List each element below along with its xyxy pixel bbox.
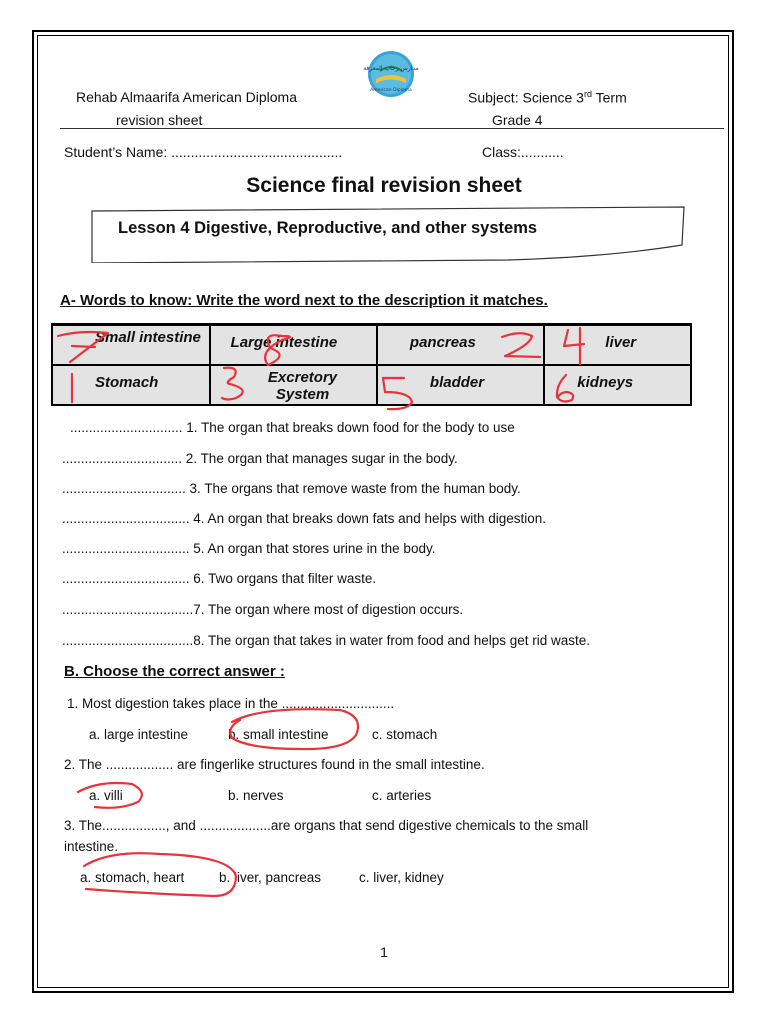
- option-b3-a: a. stomach, heart: [80, 870, 185, 885]
- word-kidneys: kidneys: [577, 374, 634, 391]
- word-cell: [52, 325, 210, 366]
- question-a2: ................................ 2. The organ that manages sugar in the body.: [62, 451, 458, 466]
- logo-arabic-text: مدارس رحاب المعرفة: [363, 65, 419, 72]
- word-pancreas: pancreas: [409, 334, 476, 351]
- section-a-letter: A-: [60, 292, 76, 309]
- student-name-field: Student’s Name: ............................................: [64, 144, 343, 160]
- question-b1: 1. Most digestion takes place in the ..............................: [67, 696, 395, 711]
- page-title: Science final revision sheet: [246, 174, 522, 197]
- question-a1: .............................. 1. The organ that breaks down food for the body to use: [70, 420, 515, 435]
- word-bladder: bladder: [429, 374, 485, 391]
- word-large-intestine: Large intestine: [230, 334, 338, 351]
- lesson-title: Lesson 4 Digestive, Reproductive, and other systems: [118, 219, 538, 237]
- school-logo: [358, 49, 424, 99]
- logo-sub-text: American Diploma: [370, 88, 412, 93]
- section-a-instruction: Words to know: Write the word next to the description it matches.: [75, 292, 548, 309]
- sheet-subtitle: revision sheet: [116, 112, 203, 128]
- question-a6: .................................. 6. Two organs that filter waste.: [62, 571, 377, 586]
- word-cell: [377, 365, 544, 405]
- word-cell: [210, 325, 377, 366]
- words-table: [51, 323, 692, 406]
- page-number: 1: [380, 944, 388, 960]
- word-cell: [544, 365, 691, 405]
- word-cell: [210, 365, 377, 405]
- word-liver: liver: [605, 334, 637, 351]
- question-b3-line1: 3. The................., and ...................are organs that send digestive chemicals to the small: [64, 818, 589, 833]
- option-b2-a: a. villi: [89, 788, 123, 803]
- section-b-heading: B. Choose the correct answer :: [64, 663, 285, 680]
- question-a7: ...................................7. The organ where most of digestion occurs.: [62, 602, 464, 617]
- option-b2-c: c. arteries: [372, 788, 432, 803]
- question-b2: 2. The .................. are fingerlike structures found in the small intestine.: [64, 757, 485, 772]
- option-b2-b: b. nerves: [228, 788, 284, 803]
- question-a4: .................................. 4. An organ that breaks down fats and helps with digestion.: [62, 511, 547, 526]
- word-stomach: Stomach: [95, 374, 159, 391]
- option-b1-b: b. small intestine: [228, 727, 329, 742]
- word-cell: [377, 325, 544, 366]
- class-field: Class:...........: [482, 144, 564, 160]
- grade-label: Grade 4: [492, 112, 543, 128]
- words-row: [52, 325, 691, 366]
- option-b3-c: c. liver, kidney: [359, 870, 444, 885]
- question-b3-line2: intestine.: [64, 839, 119, 854]
- word-cell: [52, 365, 210, 405]
- option-b3-b: b. liver, pancreas: [219, 870, 322, 885]
- question-a3: ................................. 3. The organs that remove waste from the human body.: [62, 481, 521, 496]
- section-a-heading: [60, 292, 548, 309]
- word-excretory-system: Excretory System: [267, 369, 338, 403]
- header-divider: [60, 128, 724, 129]
- school-name: Rehab Almaarifa American Diploma: [76, 89, 297, 105]
- option-b1-a: a. large intestine: [89, 727, 189, 742]
- subject-label: Subject: Science 3rd Term: [468, 89, 627, 106]
- word-cell: [544, 325, 691, 366]
- word-small-intestine: Small intestine: [95, 329, 201, 346]
- question-a8: ...................................8. The organ that takes in water from food and helps get rid waste.: [62, 633, 591, 648]
- words-row: [52, 365, 691, 405]
- option-b1-c: c. stomach: [372, 727, 438, 742]
- question-a5: .................................. 5. An organ that stores urine in the body.: [62, 541, 436, 556]
